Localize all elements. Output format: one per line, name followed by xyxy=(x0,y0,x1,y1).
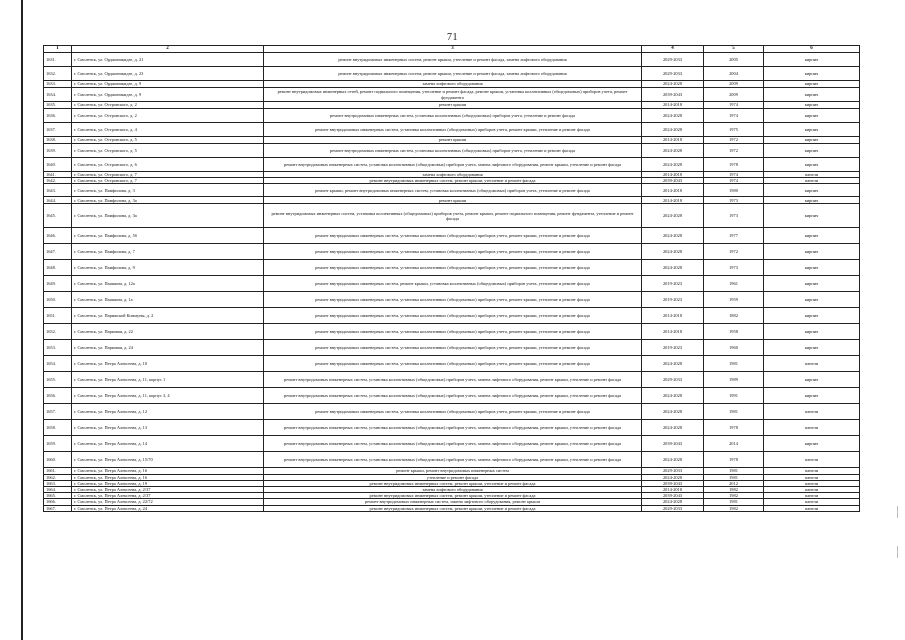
row-wall-material: кирпич xyxy=(764,324,860,340)
row-wall-material: кирпич xyxy=(764,276,860,292)
row-works: ремонт внутридомовых инженерных систем, установка коллективных (общедомовых) приборов учета, ремонт крыши, утепление и ремонт фасада xyxy=(264,340,642,356)
row-address: г. Смоленск, ул. Островского, д. 2 xyxy=(72,109,264,123)
row-wall-material: кирпич xyxy=(764,308,860,324)
row-number: 1660. xyxy=(44,452,72,468)
table-row xyxy=(44,292,860,308)
row-address: г. Смоленск, ул. Петра Алексеева, д. 24 xyxy=(72,505,264,511)
row-year-built: 1958 xyxy=(704,324,764,340)
row-address: г. Смоленск, ул. Островского, д. 2 xyxy=(72,102,264,109)
table-row xyxy=(44,372,860,388)
row-period: 2014-2018 xyxy=(642,308,704,324)
row-number: 1659. xyxy=(44,436,72,452)
row-wall-material: панели xyxy=(764,468,860,474)
row-number: 1640. xyxy=(44,158,72,172)
row-wall-material: кирпич xyxy=(764,228,860,244)
row-address: г. Смоленск, ул. Островского, д. 7 xyxy=(72,178,264,184)
row-wall-material: панели xyxy=(764,493,860,499)
row-works: ремонт внутридомовых инженерных систем, установка коллективных (общедомовых) приборов учета, замена лифтового оборудования, ремонт крыши, утепление и ремонт фасада xyxy=(264,420,642,436)
row-year-built: 1975 xyxy=(704,123,764,137)
row-year-built: 1974 xyxy=(704,102,764,109)
table-row xyxy=(44,388,860,404)
row-number: 1650. xyxy=(44,292,72,308)
row-wall-material: панели xyxy=(764,404,860,420)
row-year-built: 1960 xyxy=(704,340,764,356)
row-period: 2019-2023 xyxy=(642,292,704,308)
row-number: 1664. xyxy=(44,487,72,493)
row-year-built: 1982 xyxy=(704,487,764,493)
row-address: г. Смоленск, ул. Островского, д. 4 xyxy=(72,123,264,137)
row-address: г. Смоленск, ул. Петра Алексеева, д. 22/72 xyxy=(72,499,264,505)
row-works: замена лифтового оборудования xyxy=(264,81,642,88)
row-wall-material: кирпич xyxy=(764,123,860,137)
row-works: ремонт крыши, ремонт внутридомовых инженерных систем xyxy=(264,468,642,474)
row-year-built: 2005 xyxy=(704,53,764,67)
column-index: 1 xyxy=(44,46,72,53)
row-period: 2029-2033 xyxy=(642,372,704,388)
row-wall-material: кирпич xyxy=(764,292,860,308)
row-address: г. Смоленск, ул. Петра Алексеева, д. 2/37 xyxy=(72,487,264,493)
row-period: 2024-2028 xyxy=(642,204,704,228)
row-address: г. Смоленск, ул. Орджоникидзе, д. 9 xyxy=(72,81,264,88)
row-period: 2029-2033 xyxy=(642,468,704,474)
row-works: ремонт внутридомовых инженерных систем, установка коллективных (общедомовых) приборов учета, ремонт крыши, утепление и ремонт фасада xyxy=(264,244,642,260)
row-period: 2024-2028 xyxy=(642,123,704,137)
row-works: ремонт крыши xyxy=(264,137,642,144)
row-address: г. Смоленск, ул. Петра Алексеева, д. 16 xyxy=(72,474,264,480)
column-index: 2 xyxy=(72,46,264,53)
row-wall-material: панели xyxy=(764,480,860,486)
row-address: г. Смоленск, ул. Памфилова, д. 3а xyxy=(72,197,264,204)
row-year-built: 2009 xyxy=(704,88,764,102)
row-period: 2024-2028 xyxy=(642,81,704,88)
row-year-built: 1959 xyxy=(704,292,764,308)
row-year-built: 1989 xyxy=(704,372,764,388)
row-number: 1635. xyxy=(44,102,72,109)
row-year-built: 1974 xyxy=(704,172,764,178)
row-period: 2039-2043 xyxy=(642,480,704,486)
row-address: г. Смоленск, ул. Петра Алексеева, д. 2/37 xyxy=(72,493,264,499)
row-address: г. Смоленск, ул. Орджоникидзе, д. 23 xyxy=(72,67,264,81)
table-row xyxy=(44,324,860,340)
table-row xyxy=(44,244,860,260)
row-address: г. Смоленск, ул. Петра Алексеева, д. 11, корпус 1 xyxy=(72,372,264,388)
row-works: ремонт внутридомовых инженерных систем, установка коллективных (общедомовых) приборов учета, замена лифтового оборудования, ремонт крыши, утепление и ремонт фасада xyxy=(264,436,642,452)
row-works: ремонт внутридомовых инженерных систем, установка коллективных (общедомовых) приборов учета, ремонт крыши, утепление и ремонт фасада xyxy=(264,324,642,340)
row-number: 1648. xyxy=(44,260,72,276)
row-works: ремонт крыши xyxy=(264,102,642,109)
row-period: 2014-2018 xyxy=(642,487,704,493)
row-works: ремонт внутридомовых инженерных систем, замена лифтового оборудования, ремонт крыши xyxy=(264,499,642,505)
row-year-built: 1981 xyxy=(704,499,764,505)
table-row xyxy=(44,102,860,109)
table-row xyxy=(44,228,860,244)
row-works: ремонт внутридомовых инженерных систем, установка коллективных (общедомовых) приборов учета, ремонт крыши, утепление и ремонт фасада xyxy=(264,292,642,308)
row-address: г. Смоленск, ул. Островского, д. 5 xyxy=(72,144,264,158)
row-works: ремонт крыши, ремонт внутридомовых инженерных систем, установка коллективных (общедомовых) приборов учета, утепление и ремонт фасада xyxy=(264,184,642,197)
row-works: ремонт внутридомовых инженерных систем, установка коллективных (общедомовых) приборов учета, ремонт крыши, утепление и ремонт фасада xyxy=(264,404,642,420)
row-works: ремонт внутридомовых инженерных систем, установка коллективных (общедомовых) приборов учета, ремонт крыши, утепление и ремонт фасада xyxy=(264,228,642,244)
table-row xyxy=(44,123,860,137)
row-year-built: 1882 xyxy=(704,308,764,324)
row-year-built: 1981 xyxy=(704,468,764,474)
row-number: 1658. xyxy=(44,420,72,436)
row-address: г. Смоленск, ул. Пашкина, д. 1а xyxy=(72,292,264,308)
row-address: г. Смоленск, ул. Петра Алексеева, д. 14 xyxy=(72,436,264,452)
row-number: 1638. xyxy=(44,137,72,144)
table-row xyxy=(44,67,860,81)
table-row xyxy=(44,436,860,452)
row-works: ремонт внутридомовых инженерных систем, установка коллективных (общедомовых) приборов учета, ремонт крыши, утепление и ремонт фасада xyxy=(264,356,642,372)
row-period: 2024-2028 xyxy=(642,420,704,436)
row-number: 1655. xyxy=(44,372,72,388)
row-address: г. Смоленск, ул. Орджоникидзе, д. 9 xyxy=(72,88,264,102)
row-period: 2039-2043 xyxy=(642,436,704,452)
column-index-row xyxy=(44,46,860,53)
row-number: 1665. xyxy=(44,493,72,499)
row-number: 1645. xyxy=(44,204,72,228)
row-number: 1637. xyxy=(44,123,72,137)
row-number: 1632. xyxy=(44,67,72,81)
row-period: 2024-2028 xyxy=(642,244,704,260)
row-works: ремонт внутридомовых инженерных систем, установка коллективных (общедомовых) приборов учета, замена лифтового оборудования, ремонт крыши, утепление и ремонт фасада xyxy=(264,158,642,172)
row-year-built: 2014 xyxy=(704,436,764,452)
row-address: г. Смоленск, ул. Парковая, д. 22 xyxy=(72,324,264,340)
row-address: г. Смоленск, ул. Петра Алексеева, д. 16 xyxy=(72,468,264,474)
row-wall-material: кирпич xyxy=(764,184,860,197)
table-row xyxy=(44,53,860,67)
row-year-built: 1978 xyxy=(704,452,764,468)
row-address: г. Смоленск, ул. Островского, д. 7 xyxy=(72,172,264,178)
row-number: 1646. xyxy=(44,228,72,244)
row-period: 2024-2028 xyxy=(642,388,704,404)
row-period: 2024-2028 xyxy=(642,499,704,505)
row-wall-material: кирпич xyxy=(764,197,860,204)
row-address: г. Смоленск, ул. Памфилова, д. 5б xyxy=(72,228,264,244)
row-year-built: 2012 xyxy=(704,480,764,486)
row-year-built: 1978 xyxy=(704,420,764,436)
table-row xyxy=(44,158,860,172)
row-year-built: 2004 xyxy=(704,67,764,81)
row-year-built: 2009 xyxy=(704,81,764,88)
row-address: г. Смоленск, ул. Островского, д. 5 xyxy=(72,137,264,144)
row-wall-material: панели xyxy=(764,452,860,468)
table-row xyxy=(44,197,860,204)
row-period: 2014-2018 xyxy=(642,137,704,144)
row-year-built: 1981 xyxy=(704,404,764,420)
row-year-built: 1973 xyxy=(704,197,764,204)
row-period: 2014-2018 xyxy=(642,172,704,178)
row-wall-material: кирпич xyxy=(764,102,860,109)
row-number: 1656. xyxy=(44,388,72,404)
row-number: 1652. xyxy=(44,324,72,340)
capital-repair-table xyxy=(43,45,860,512)
row-wall-material: панели xyxy=(764,178,860,184)
row-number: 1651. xyxy=(44,308,72,324)
row-period: 2024-2028 xyxy=(642,474,704,480)
row-year-built: 1972 xyxy=(704,244,764,260)
row-number: 1634. xyxy=(44,88,72,102)
row-year-built: 1974 xyxy=(704,109,764,123)
column-index: 5 xyxy=(704,46,764,53)
table-row xyxy=(44,144,860,158)
row-address: г. Смоленск, ул. Петра Алексеева, д. 10 xyxy=(72,356,264,372)
row-period: 2014-2018 xyxy=(642,102,704,109)
scan-edge-mark xyxy=(897,546,898,558)
row-number: 1649. xyxy=(44,276,72,292)
row-number: 1663. xyxy=(44,480,72,486)
row-works: ремонт крыши xyxy=(264,197,642,204)
table-row xyxy=(44,505,860,511)
row-wall-material: панели xyxy=(764,505,860,511)
row-period: 2024-2028 xyxy=(642,109,704,123)
row-wall-material: кирпич xyxy=(764,144,860,158)
row-address: г. Смоленск, ул. Памфилова, д. 3 xyxy=(72,184,264,197)
table-row xyxy=(44,452,860,468)
table-row xyxy=(44,137,860,144)
row-wall-material: панели xyxy=(764,499,860,505)
row-address: г. Смоленск, ул. Петра Алексеева, д. 13 xyxy=(72,420,264,436)
row-period: 2014-2018 xyxy=(642,184,704,197)
row-year-built: 1972 xyxy=(704,137,764,144)
table-row xyxy=(44,340,860,356)
row-works: ремонт внутридомовых инженерных систем, установка коллективных (общедомовых) приборов учета, замена лифтового оборудования, ремонт крыши, утепление и ремонт фасада xyxy=(264,388,642,404)
row-works: ремонт внутридомовых инженерных систем, установка коллективных (общедомовых) приборов учета, замена лифтового оборудования, ремонт крыши, утепление и ремонт фасада xyxy=(264,452,642,468)
row-number: 1662. xyxy=(44,474,72,480)
row-wall-material: кирпич xyxy=(764,158,860,172)
row-works: ремонт внутридомовых инженерных систем, ремонт крыши, установка коллективных (общедомовых) приборов учета, утепление и ремонт фасада xyxy=(264,276,642,292)
row-period: 2029-2033 xyxy=(642,67,704,81)
row-year-built: 1961 xyxy=(704,276,764,292)
row-year-built: 1972 xyxy=(704,144,764,158)
row-wall-material: кирпич xyxy=(764,137,860,144)
table-row xyxy=(44,81,860,88)
row-period: 2024-2028 xyxy=(642,356,704,372)
row-year-built: 1980 xyxy=(704,184,764,197)
row-wall-material: панели xyxy=(764,474,860,480)
row-wall-material: кирпич xyxy=(764,260,860,276)
row-address: г. Смоленск, ул. Петра Алексеева, д. 12 xyxy=(72,404,264,420)
row-works: ремонт внутридомовых инженерных систем, установка коллективных (общедомовых) приборов учета, ремонт крыши, утепление и ремонт фасада xyxy=(264,260,642,276)
table-row xyxy=(44,109,860,123)
row-wall-material: кирпич xyxy=(764,109,860,123)
row-works: ремонт внутридомовых инженерных систем, установка коллективных (общедомовых) приборов учета, ремонт крыши, ремонт подвального помещения, ремонт фундамента, утепление и ремонт фасада xyxy=(264,204,642,228)
row-period: 2024-2028 xyxy=(642,158,704,172)
table-row xyxy=(44,420,860,436)
row-wall-material: кирпич xyxy=(764,204,860,228)
row-number: 1636. xyxy=(44,109,72,123)
table-row xyxy=(44,204,860,228)
row-year-built: 1977 xyxy=(704,228,764,244)
row-wall-material: кирпич xyxy=(764,88,860,102)
row-address: г. Смоленск, ул. Пашкина, д. 12а xyxy=(72,276,264,292)
row-number: 1643. xyxy=(44,184,72,197)
row-works: ремонт внутридомовых инженерных сетей, ремонт подвального помещения, утепление и ремонт фасада, ремонт крыши, установка коллективных (общедомовых) приборов учета, ремонт фундамента xyxy=(264,88,642,102)
row-number: 1653. xyxy=(44,340,72,356)
row-period: 2039-2043 xyxy=(642,88,704,102)
row-wall-material: кирпич xyxy=(764,53,860,67)
table-row xyxy=(44,88,860,102)
row-works: ремонт внутридомовых инженерных систем, установка коллективных (общедомовых) приборов учета, ремонт крыши, утепление и ремонт фасада xyxy=(264,123,642,137)
row-period: 2024-2028 xyxy=(642,404,704,420)
row-number: 1631. xyxy=(44,53,72,67)
row-period: 2039-2043 xyxy=(642,493,704,499)
row-works: ремонт внутридомовых инженерных систем, ремонт крыши, утепление и ремонт фасада xyxy=(264,493,642,499)
row-address: г. Смоленск, ул. Петра Алексеева, д. 15/70 xyxy=(72,452,264,468)
row-period: 2029-2033 xyxy=(642,505,704,511)
row-year-built: 1981 xyxy=(704,474,764,480)
row-wall-material: панели xyxy=(764,356,860,372)
row-year-built: 1991 xyxy=(704,388,764,404)
row-address: г. Смоленск, ул. Памфилова, д. 7 xyxy=(72,244,264,260)
row-year-built: 1978 xyxy=(704,158,764,172)
row-wall-material: кирпич xyxy=(764,81,860,88)
row-year-built: 1974 xyxy=(704,178,764,184)
row-works: ремонт внутридомовых инженерных систем, ремонт крыши, утепление и ремонт фасада xyxy=(264,480,642,486)
row-address: г. Смоленск, ул. Памфилова, д. 9 xyxy=(72,260,264,276)
table-body xyxy=(44,46,860,512)
row-wall-material: кирпич xyxy=(764,436,860,452)
table-row xyxy=(44,276,860,292)
row-wall-material: панели xyxy=(764,420,860,436)
row-works: ремонт внутридомовых инженерных систем, ремонт крыши, утепление и ремонт фасада xyxy=(264,178,642,184)
row-address: г. Смоленск, ул. Парковая, д. 24 xyxy=(72,340,264,356)
row-year-built: 1981 xyxy=(704,356,764,372)
row-wall-material: кирпич xyxy=(764,372,860,388)
table-row xyxy=(44,356,860,372)
row-number: 1647. xyxy=(44,244,72,260)
row-period: 2024-2028 xyxy=(642,260,704,276)
row-wall-material: панели xyxy=(764,487,860,493)
row-address: г. Смоленск, ул. Островского, д. 6 xyxy=(72,158,264,172)
row-period: 2014-2018 xyxy=(642,197,704,204)
row-number: 1657. xyxy=(44,404,72,420)
row-wall-material: кирпич xyxy=(764,388,860,404)
row-period: 2024-2028 xyxy=(642,144,704,158)
scan-edge-mark xyxy=(897,506,898,518)
row-works: ремонт внутридомовых инженерных систем, установка коллективных (общедомовых) приборов учета, утепление и ремонт фасада xyxy=(264,144,642,158)
row-year-built: 1973 xyxy=(704,204,764,228)
table-row xyxy=(44,308,860,324)
row-works: ремонт внутридомовых инженерных систем, установка коллективных (общедомовых) приборов учета, замена лифтового оборудования, ремонт крыши, утепление и ремонт фасада xyxy=(264,372,642,388)
row-number: 1644. xyxy=(44,197,72,204)
row-period: 2039-2043 xyxy=(642,178,704,184)
row-year-built: 1982 xyxy=(704,493,764,499)
row-number: 1661. xyxy=(44,468,72,474)
table-row xyxy=(44,184,860,197)
row-works: ремонт внутридомовых инженерных систем, установка коллективных (общедомовых) приборов учета, ремонт крыши, утепление и ремонт фасада xyxy=(264,308,642,324)
row-address: г. Смоленск, ул. Памфилова, д. 3а xyxy=(72,204,264,228)
row-number: 1654. xyxy=(44,356,72,372)
row-address: г. Смоленск, ул. Петра Алексеева, д. 19 xyxy=(72,480,264,486)
row-number: 1641. xyxy=(44,172,72,178)
row-address: г. Смоленск, ул. Парижской Коммуны, д. 2 xyxy=(72,308,264,324)
row-works: ремонт внутридомовых инженерных систем, установка коллективных (общедомовых) приборов учета, утепление и ремонт фасада xyxy=(264,109,642,123)
table-row xyxy=(44,260,860,276)
column-index: 4 xyxy=(642,46,704,53)
row-works: замена лифтового оборудования xyxy=(264,487,642,493)
row-year-built: 1973 xyxy=(704,260,764,276)
row-number: 1639. xyxy=(44,144,72,158)
page-number: 71 xyxy=(447,32,458,43)
row-period: 2029-2033 xyxy=(642,53,704,67)
column-index: 3 xyxy=(264,46,642,53)
row-works: ремонт внутридомовых инженерных систем, ремонт крыши, утепление и ремонт фасада xyxy=(264,505,642,511)
row-wall-material: панели xyxy=(764,172,860,178)
row-period: 2019-2023 xyxy=(642,276,704,292)
table-row xyxy=(44,404,860,420)
row-number: 1633. xyxy=(44,81,72,88)
row-number: 1666. xyxy=(44,499,72,505)
binding-margin-rule xyxy=(21,0,23,640)
row-wall-material: кирпич xyxy=(764,67,860,81)
row-wall-material: кирпич xyxy=(764,244,860,260)
row-works: утепление и ремонт фасада xyxy=(264,474,642,480)
row-address: г. Смоленск, ул. Орджоникидзе, д. 21 xyxy=(72,53,264,67)
row-period: 2024-2028 xyxy=(642,228,704,244)
row-address: г. Смоленск, ул. Петра Алексеева, д. 11, корпус 3, 4 xyxy=(72,388,264,404)
row-number: 1667. xyxy=(44,505,72,511)
row-period: 2019-2023 xyxy=(642,340,704,356)
row-period: 2024-2028 xyxy=(642,452,704,468)
row-period: 2014-2018 xyxy=(642,324,704,340)
row-year-built: 1982 xyxy=(704,505,764,511)
row-number: 1642. xyxy=(44,178,72,184)
row-works: замена лифтового оборудования xyxy=(264,172,642,178)
row-wall-material: кирпич xyxy=(764,340,860,356)
row-works: ремонт внутридомовых инженерных систем, ремонт крыши, утепление и ремонт фасада, замена лифтового оборудования xyxy=(264,53,642,67)
row-works: ремонт внутридомовых инженерных систем, ремонт крыши, утепление и ремонт фасада, замена лифтового оборудования xyxy=(264,67,642,81)
column-index: 6 xyxy=(764,46,860,53)
